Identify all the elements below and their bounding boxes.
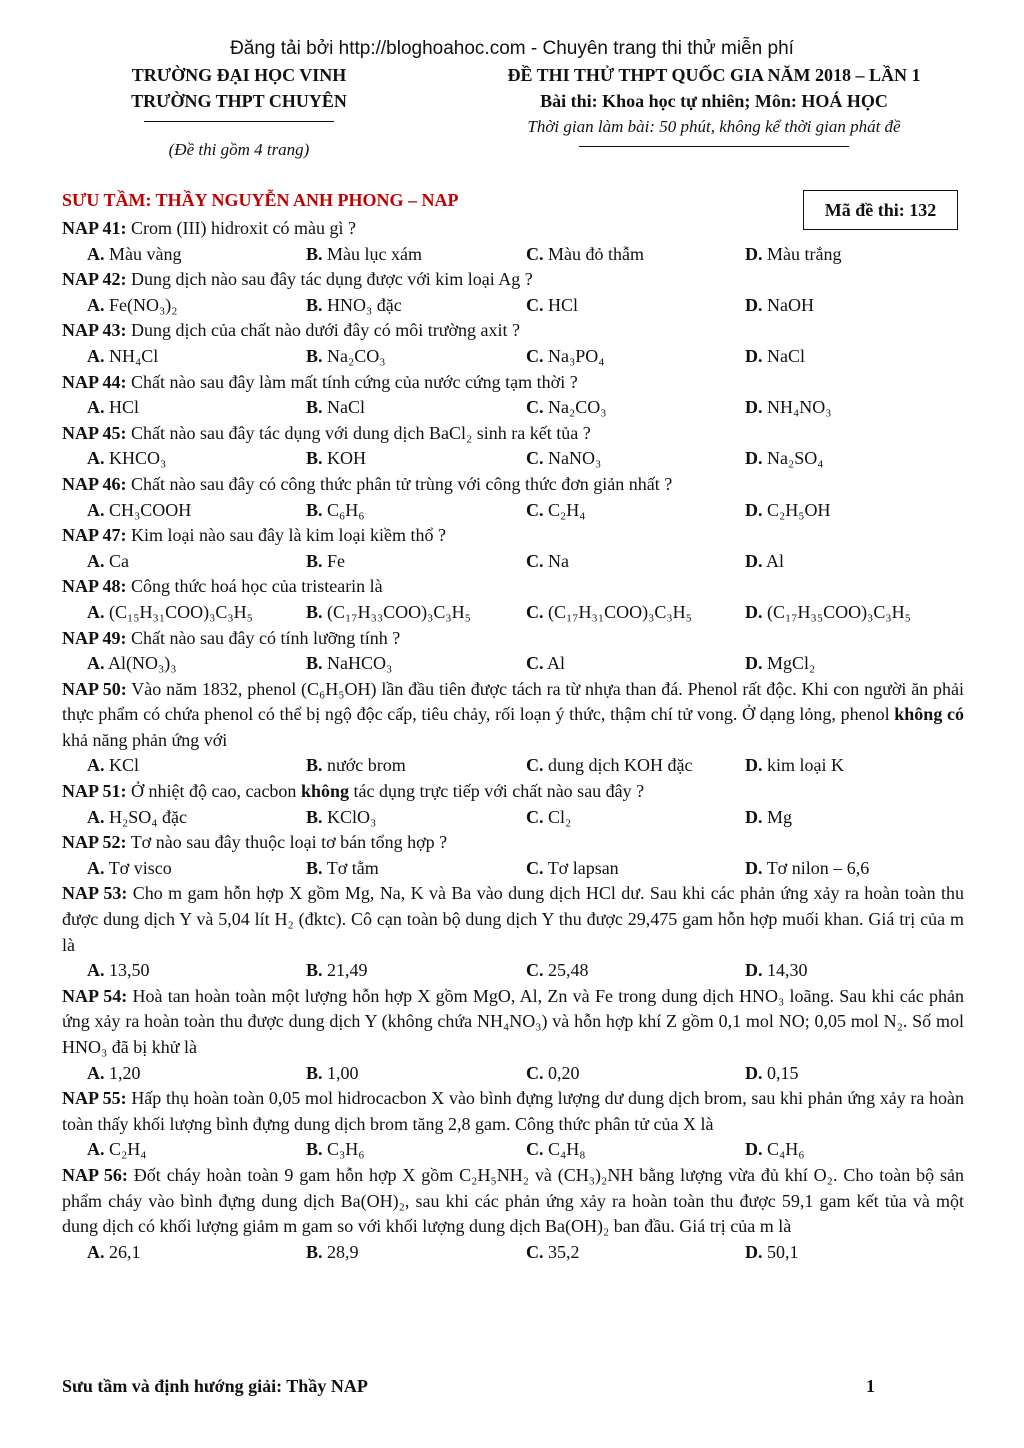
question-item	[62, 370, 964, 421]
option-text: C₂H₄	[548, 499, 586, 520]
question-text	[62, 881, 964, 958]
answer-option-b	[306, 1061, 359, 1087]
option-text: MgCl₂	[767, 653, 816, 674]
option-text: Màu trắng	[767, 243, 842, 264]
option-label: B.	[306, 755, 323, 776]
option-text: Al(NO₃)₃	[108, 653, 177, 674]
option-label: A.	[87, 806, 105, 827]
exam-subject: Bài thi: Khoa học tự nhiên; Môn: HOÁ HỌC	[540, 91, 888, 111]
option-label: A.	[87, 499, 105, 520]
option-text: nước brom	[327, 755, 406, 776]
question-number: NAP 41:	[62, 218, 127, 238]
answer-option-c	[526, 856, 619, 882]
option-label: A.	[87, 857, 105, 878]
option-label: B.	[306, 960, 323, 981]
option-text: Al	[547, 653, 566, 674]
option-label: C.	[526, 653, 544, 674]
question-stem: Chất nào sau đây tác dụng với dung dịch BaCl₂ sinh ra kết tủa ?	[131, 422, 591, 443]
option-text: KHCO₃	[109, 448, 167, 469]
option-text: Na₂CO₃	[327, 345, 386, 366]
option-text: 14,30	[767, 960, 808, 981]
option-label: D.	[745, 601, 763, 622]
option-text: Màu vàng	[109, 243, 182, 264]
option-label: C.	[526, 755, 544, 776]
exam-header	[470, 62, 958, 147]
option-label: B.	[306, 550, 323, 571]
question-stem: Dung dịch của chất nào dưới đây có môi trường axit ?	[131, 320, 520, 341]
option-label: A.	[87, 755, 105, 776]
exam-header-divider	[579, 146, 849, 147]
answer-option-c	[526, 344, 605, 370]
question-stem: Hoà tan hoàn toàn một lượng hỗn hợp X gồm MgO, Al, Zn và Fe trong dung dịch HNO₃ loãng. Sau khi các phản ứng xảy ra hoàn toàn thu được dung dịch Y (không chứa NH₄NO₃) và hỗn hợp khí Z gồm 0,1 mol NO; 0,05 mol N₂. Số mol HNO₃ đã bị khử là	[62, 985, 964, 1057]
question-stem: Chất nào sau đây làm mất tính cứng của nước cứng tạm thời ?	[131, 371, 578, 392]
option-label: C.	[526, 1139, 544, 1160]
option-label: C.	[526, 1241, 544, 1262]
answer-option-a	[87, 856, 172, 882]
question-text	[62, 574, 964, 600]
option-text: 28,9	[327, 1241, 359, 1262]
answer-option-b	[306, 651, 392, 677]
option-label: D.	[745, 499, 763, 520]
option-text: Na	[548, 550, 569, 571]
answer-option-b	[306, 344, 386, 370]
answer-option-c	[526, 958, 589, 984]
school-name-2: TRƯỜNG THPT CHUYÊN	[131, 91, 347, 111]
question-number: NAP 43:	[62, 320, 127, 341]
option-text: 1,00	[327, 1062, 359, 1083]
answer-option-c	[526, 805, 571, 831]
answer-option-a	[87, 242, 181, 268]
answer-option-b	[306, 293, 402, 319]
option-label: D.	[745, 806, 763, 827]
answer-option-c	[526, 242, 644, 268]
question-list	[62, 216, 964, 1265]
answer-option-d	[745, 549, 784, 575]
answer-option-d	[745, 293, 814, 319]
option-text: (C₁₇H₃₁COO)₃C₃H₅	[548, 601, 692, 622]
answer-options	[62, 651, 964, 677]
answer-option-a	[87, 1240, 141, 1266]
option-text: NaCl	[767, 345, 805, 366]
question-item	[62, 677, 964, 779]
answer-option-a	[87, 651, 177, 677]
question-stem: Công thức hoá học của tristearin là	[131, 576, 383, 597]
option-text: kim loại K	[767, 755, 844, 776]
option-label: C.	[526, 397, 544, 418]
answer-options	[62, 1061, 964, 1087]
question-item	[62, 318, 964, 369]
answer-option-d	[745, 600, 911, 626]
option-text: KCl	[109, 755, 140, 776]
question-number: NAP 48:	[62, 576, 127, 597]
option-label: C.	[526, 243, 544, 264]
option-text: HCl	[109, 397, 140, 418]
option-text: Na₂CO₃	[548, 397, 607, 418]
answer-option-c	[526, 600, 692, 626]
option-text: KOH	[327, 448, 367, 469]
option-text: 21,49	[327, 960, 368, 981]
answer-option-d	[745, 958, 808, 984]
answer-options	[62, 498, 964, 524]
answer-options	[62, 600, 964, 626]
question-text	[62, 1163, 964, 1240]
question-text	[62, 318, 964, 344]
answer-option-a	[87, 753, 139, 779]
question-text	[62, 830, 964, 856]
answer-option-b	[306, 600, 471, 626]
option-text: 1,20	[109, 1062, 141, 1083]
question-number: NAP 50:	[62, 678, 127, 699]
answer-option-c	[526, 1137, 586, 1163]
option-text: 0,20	[548, 1062, 580, 1083]
answer-options	[62, 1240, 964, 1266]
answer-options	[62, 958, 964, 984]
option-label: B.	[306, 345, 323, 366]
answer-option-a	[87, 446, 166, 472]
answer-options	[62, 446, 964, 472]
answer-option-a	[87, 805, 187, 831]
question-item	[62, 830, 964, 881]
question-stem: Hấp thụ hoàn toàn 0,05 mol hidrocacbon X vào bình đựng lượng dư dung dịch brom, sau khi phản ứng xảy ra hoàn toàn thấy khối lượng bình đựng dung dịch brom tăng 2,8 gam. Công thức phân tử của X là	[62, 1088, 965, 1134]
answer-option-d	[745, 805, 792, 831]
question-item	[62, 523, 964, 574]
question-stem: Đốt cháy hoàn toàn 9 gam hỗn hợp X gồm C₂H₅NH₂ và (CH₃)₂NH bằng lượng vừa đủ khí O₂. Cho toàn bộ sản phẩm cháy vào bình đựng dung dịch Ba(OH)₂, sau khi các phản ứng xảy ra hoàn toàn thu được 59,1 gam kết tủa và một dung dịch có khối lượng giảm m gam so với khối lượng dung dịch Ba(OH)₂ ban đầu. Giá trị của m là	[62, 1164, 965, 1237]
option-text: HNO₃ đặc	[327, 294, 402, 315]
page-count-note: (Đề thi gồm 4 trang)	[168, 140, 310, 159]
question-text	[62, 984, 964, 1061]
answer-options	[62, 293, 964, 319]
answer-option-a	[87, 344, 158, 370]
option-label: B.	[306, 601, 323, 622]
answer-option-b	[306, 856, 379, 882]
question-number: NAP 53:	[62, 883, 128, 904]
option-label: B.	[306, 1139, 323, 1160]
option-text: Ca	[109, 550, 129, 571]
option-label: C.	[526, 857, 544, 878]
option-label: A.	[87, 294, 105, 315]
option-text: NH₄NO₃	[767, 397, 832, 418]
option-label: A.	[87, 243, 105, 264]
option-text: NaOH	[767, 294, 814, 315]
option-label: A.	[87, 550, 105, 571]
answer-option-c	[526, 498, 586, 524]
answer-option-a	[87, 549, 129, 575]
question-text	[62, 421, 964, 447]
question-stem: Vào năm 1832, phenol (C₆H₅OH) lần đầu tiên được tách ra từ nhựa than đá. Phenol rất độc. Khi con người ăn phải thực phẩm có chứa phenol có thể bị ngộ độc cấp, tiêu chảy, rối loạn ý thức, thậm chí tử vong. Ở dạng lỏng, phenol	[62, 678, 964, 725]
question-stem-end: tác dụng trực tiếp với chất nào sau đây ?	[348, 781, 645, 802]
question-stem: Chất nào sau đây có tính lưỡng tính ?	[131, 627, 401, 648]
question-item	[62, 984, 964, 1086]
footer-credit: Sưu tầm và định hướng giải: Thầy NAP	[62, 1376, 368, 1396]
option-label: D.	[745, 653, 763, 674]
answer-option-d	[745, 242, 841, 268]
option-text: 50,1	[767, 1241, 799, 1262]
option-label: A.	[87, 448, 105, 469]
option-text: 13,50	[109, 960, 150, 981]
option-label: B.	[306, 243, 323, 264]
option-label: B.	[306, 499, 323, 520]
answer-options	[62, 1137, 964, 1163]
option-text: Na₂SO₄	[767, 448, 824, 469]
question-emphasis: không	[300, 781, 349, 802]
answer-option-b	[306, 242, 422, 268]
option-label: C.	[526, 294, 544, 315]
option-text: C₆H₆	[327, 499, 365, 520]
answer-option-d	[745, 395, 832, 421]
option-text: 25,48	[548, 960, 589, 981]
question-number: NAP 47:	[62, 525, 127, 546]
question-number: NAP 45:	[62, 422, 127, 443]
option-label: D.	[745, 960, 763, 981]
answer-option-d	[745, 498, 831, 524]
option-text: 35,2	[548, 1241, 580, 1262]
question-stem: Dung dịch nào sau đây tác dụng được với kim loại Ag ?	[131, 269, 533, 290]
question-text	[62, 1086, 964, 1137]
question-item	[62, 779, 964, 830]
answer-option-d	[745, 753, 844, 779]
answer-option-a	[87, 395, 139, 421]
question-stem: Chất nào sau đây có công thức phân tử trùng với công thức đơn giản nhất ?	[131, 473, 673, 494]
question-stem: Tơ nào sau đây thuộc loại tơ bán tổng hợp ?	[130, 832, 448, 853]
answer-options	[62, 805, 964, 831]
answer-option-a	[87, 1137, 147, 1163]
header-divider	[144, 121, 334, 122]
option-text: Màu đỏ thẫm	[548, 243, 644, 264]
option-label: D.	[745, 243, 763, 264]
option-label: D.	[745, 1062, 763, 1083]
page-number: 1	[866, 1376, 875, 1396]
answer-options	[62, 549, 964, 575]
question-item	[62, 216, 964, 267]
option-text: (C₁₇H₃₅COO)₃C₃H₅	[767, 601, 911, 622]
option-text: Màu lục xám	[327, 243, 422, 264]
answer-option-b	[306, 1240, 359, 1266]
answer-option-c	[526, 293, 578, 319]
option-label: D.	[745, 294, 763, 315]
answer-options	[62, 753, 964, 779]
option-label: A.	[87, 345, 105, 366]
option-label: D.	[745, 857, 763, 878]
option-label: C.	[526, 960, 544, 981]
answer-option-c	[526, 651, 565, 677]
answer-option-a	[87, 498, 191, 524]
question-item	[62, 881, 964, 983]
answer-options	[62, 856, 964, 882]
answer-option-b	[306, 498, 365, 524]
question-stem: Crom (III) hidroxit có màu gì ?	[131, 218, 356, 238]
option-label: C.	[526, 448, 544, 469]
option-text: NaNO₃	[548, 448, 602, 469]
answer-option-c	[526, 1061, 580, 1087]
uploader-banner: Đăng tải bởi http://bloghoahoc.com - Chuyên trang thi thử miễn phí	[230, 38, 794, 59]
question-text	[62, 523, 964, 549]
answer-options	[62, 395, 964, 421]
option-text: C₄H₈	[548, 1139, 586, 1160]
question-text	[62, 267, 964, 293]
answer-option-b	[306, 958, 368, 984]
option-label: B.	[306, 448, 323, 469]
question-number: NAP 49:	[62, 627, 127, 648]
question-item	[62, 1086, 964, 1163]
question-number: NAP 44:	[62, 371, 127, 392]
answer-option-d	[745, 856, 869, 882]
option-label: D.	[745, 397, 763, 418]
question-text	[62, 216, 964, 242]
answer-option-b	[306, 446, 366, 472]
option-label: A.	[87, 1241, 105, 1262]
option-label: B.	[306, 806, 323, 827]
option-text: NH₄Cl	[109, 345, 159, 366]
question-stem-end: khả năng phản ứng với	[62, 729, 228, 750]
option-label: D.	[745, 345, 763, 366]
option-text: Mg	[767, 806, 793, 827]
option-text: HCl	[548, 294, 579, 315]
answer-option-d	[745, 1137, 805, 1163]
option-label: C.	[526, 601, 544, 622]
option-label: D.	[745, 755, 763, 776]
answer-option-d	[745, 651, 815, 677]
option-text: (C₁₅H₃₁COO)₃C₃H₅	[109, 601, 253, 622]
option-text: C₃H₆	[327, 1139, 365, 1160]
answer-option-c	[526, 446, 601, 472]
option-label: A.	[87, 653, 105, 674]
answer-option-a	[87, 958, 150, 984]
option-label: A.	[87, 397, 105, 418]
answer-option-c	[526, 549, 569, 575]
exam-code-box: Mã đề thi: 132	[803, 190, 958, 230]
answer-options	[62, 242, 964, 268]
option-text: Tơ nilon – 6,6	[766, 857, 870, 878]
question-number: NAP 51:	[62, 781, 127, 802]
answer-option-c	[526, 753, 692, 779]
option-text: Fe(NO₃)₂	[109, 294, 178, 315]
answer-option-b	[306, 1137, 365, 1163]
option-label: D.	[745, 1139, 763, 1160]
question-number: NAP 55:	[62, 1088, 127, 1109]
option-text: NaCl	[327, 397, 366, 418]
question-number: NAP 54:	[62, 985, 128, 1006]
answer-option-a	[87, 293, 178, 319]
option-label: C.	[526, 806, 544, 827]
option-text: 0,15	[767, 1062, 799, 1083]
option-text: KClO₃	[327, 806, 377, 827]
question-text	[62, 472, 964, 498]
question-item	[62, 1163, 964, 1265]
option-text: 26,1	[109, 1241, 141, 1262]
question-stem: Kim loại nào sau đây là kim loại kiềm thổ ?	[131, 525, 446, 546]
question-text	[62, 677, 964, 754]
option-text: Tơ lapsan	[547, 857, 619, 878]
answer-option-a	[87, 1061, 141, 1087]
answer-option-d	[745, 344, 805, 370]
option-label: A.	[87, 601, 105, 622]
answer-option-c	[526, 1240, 580, 1266]
question-item	[62, 626, 964, 677]
answer-option-d	[745, 446, 824, 472]
answer-option-b	[306, 549, 345, 575]
exam-title: ĐỀ THI THỬ THPT QUỐC GIA NĂM 2018 – LẦN 1	[507, 65, 921, 85]
answer-options	[62, 344, 964, 370]
option-text: CH₃COOH	[109, 499, 192, 520]
question-number: NAP 42:	[62, 269, 127, 290]
option-label: B.	[306, 1241, 323, 1262]
answer-option-d	[745, 1061, 799, 1087]
answer-option-b	[306, 395, 365, 421]
option-label: C.	[526, 1062, 544, 1083]
question-number: NAP 56:	[62, 1164, 128, 1185]
question-item	[62, 421, 964, 472]
option-text: C₄H₆	[767, 1139, 805, 1160]
question-stem: Cho m gam hỗn hợp X gồm Mg, Na, K và Ba vào dung dịch HCl dư. Sau khi các phản ứng xảy ra hoàn toàn thu được dung dịch Y và 5,04 lít H₂ (đktc). Cô cạn toàn bộ dung dịch Y thu được 29,475 gam hỗn hợp muối khan. Giá trị của m là	[62, 883, 965, 955]
option-label: B.	[306, 397, 323, 418]
question-text	[62, 370, 964, 396]
option-label: B.	[306, 294, 323, 315]
question-emphasis: không có	[894, 704, 964, 725]
school-header	[100, 62, 378, 160]
option-text: Fe	[327, 550, 346, 571]
option-label: D.	[745, 550, 763, 571]
option-label: D.	[745, 448, 763, 469]
option-text: Cl₂	[548, 806, 572, 827]
question-item	[62, 472, 964, 523]
option-text: C₂H₅OH	[767, 499, 831, 520]
option-text: (C₁₇H₃₃COO)₃C₃H₅	[327, 601, 471, 622]
question-number: NAP 46:	[62, 473, 127, 494]
option-label: B.	[306, 1062, 323, 1083]
option-label: D.	[745, 1241, 763, 1262]
option-label: B.	[306, 857, 323, 878]
question-text	[62, 779, 964, 805]
option-label: A.	[87, 1062, 105, 1083]
question-item	[62, 574, 964, 625]
option-label: C.	[526, 345, 544, 366]
option-text: Tơ tằm	[326, 857, 379, 878]
collector-credit: SƯU TẦM: THẦY NGUYỄN ANH PHONG – NAP	[62, 190, 459, 210]
option-label: A.	[87, 1139, 105, 1160]
option-text: H₂SO₄ đặc	[109, 806, 188, 827]
exam-time: Thời gian làm bài: 50 phút, không kể thời gian phát đề	[527, 117, 901, 136]
answer-option-b	[306, 753, 406, 779]
option-label: C.	[526, 499, 544, 520]
option-text: NaHCO₃	[327, 653, 393, 674]
option-text: C₂H₄	[109, 1139, 147, 1160]
option-text: Al	[766, 550, 785, 571]
option-label: B.	[306, 653, 323, 674]
question-text	[62, 626, 964, 652]
question-stem: Ở nhiệt độ cao, cacbon	[131, 781, 301, 802]
option-label: C.	[526, 550, 544, 571]
option-text: Tơ visco	[108, 857, 172, 878]
answer-option-d	[745, 1240, 799, 1266]
option-text: dung dịch KOH đặc	[548, 755, 693, 776]
question-item	[62, 267, 964, 318]
question-number: NAP 52:	[62, 832, 127, 853]
option-label: A.	[87, 960, 105, 981]
option-text: Na₃PO₄	[548, 345, 605, 366]
answer-option-a	[87, 600, 253, 626]
answer-option-c	[526, 395, 607, 421]
answer-option-b	[306, 805, 376, 831]
school-name-1: TRƯỜNG ĐẠI HỌC VINH	[131, 65, 347, 85]
